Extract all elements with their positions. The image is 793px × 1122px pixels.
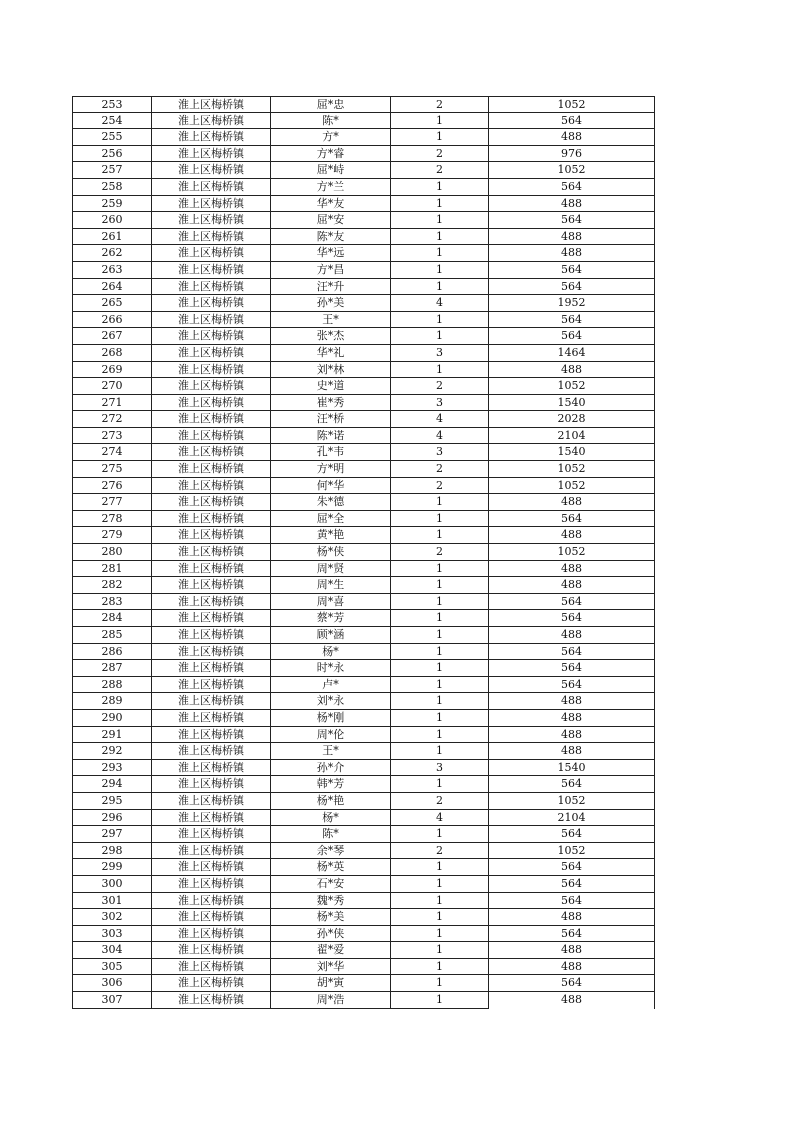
cell-area: 淮上区梅桥镇 xyxy=(152,909,271,926)
cell-index: 275 xyxy=(72,461,152,478)
cell-amount: 488 xyxy=(489,245,655,262)
cell-area: 淮上区梅桥镇 xyxy=(152,196,271,213)
cell-name: 陈*诺 xyxy=(271,428,391,445)
cell-index: 305 xyxy=(72,959,152,976)
cell-area: 淮上区梅桥镇 xyxy=(152,229,271,246)
cell-area: 淮上区梅桥镇 xyxy=(152,328,271,345)
cell-name: 周*生 xyxy=(271,577,391,594)
cell-count: 1 xyxy=(391,113,489,130)
cell-area: 淮上区梅桥镇 xyxy=(152,362,271,379)
cell-amount: 564 xyxy=(489,511,655,528)
cell-amount: 488 xyxy=(489,743,655,760)
cell-name: 蔡*芳 xyxy=(271,610,391,627)
cell-amount: 1052 xyxy=(489,378,655,395)
cell-area: 淮上区梅桥镇 xyxy=(152,926,271,943)
cell-count: 3 xyxy=(391,760,489,777)
cell-name: 杨*艳 xyxy=(271,793,391,810)
cell-amount: 564 xyxy=(489,859,655,876)
cell-count: 1 xyxy=(391,876,489,893)
cell-area: 淮上区梅桥镇 xyxy=(152,743,271,760)
cell-name: 屈*全 xyxy=(271,511,391,528)
cell-count: 1 xyxy=(391,577,489,594)
cell-index: 278 xyxy=(72,511,152,528)
cell-index: 254 xyxy=(72,113,152,130)
cell-index: 287 xyxy=(72,660,152,677)
cell-area: 淮上区梅桥镇 xyxy=(152,693,271,710)
cell-area: 淮上区梅桥镇 xyxy=(152,345,271,362)
cell-name: 华*友 xyxy=(271,196,391,213)
cell-area: 淮上区梅桥镇 xyxy=(152,444,271,461)
cell-area: 淮上区梅桥镇 xyxy=(152,279,271,296)
cell-count: 4 xyxy=(391,428,489,445)
cell-area: 淮上区梅桥镇 xyxy=(152,511,271,528)
cell-name: 方*昌 xyxy=(271,262,391,279)
cell-index: 257 xyxy=(72,162,152,179)
cell-name: 方*兰 xyxy=(271,179,391,196)
cell-area: 淮上区梅桥镇 xyxy=(152,660,271,677)
cell-count: 1 xyxy=(391,909,489,926)
cell-name: 黄*艳 xyxy=(271,527,391,544)
cell-amount: 564 xyxy=(489,279,655,296)
cell-index: 296 xyxy=(72,810,152,827)
cell-name: 华*礼 xyxy=(271,345,391,362)
cell-count: 1 xyxy=(391,776,489,793)
cell-amount: 488 xyxy=(489,577,655,594)
cell-area: 淮上区梅桥镇 xyxy=(152,760,271,777)
cell-name: 刘*华 xyxy=(271,959,391,976)
cell-count: 1 xyxy=(391,677,489,694)
cell-amount: 488 xyxy=(489,627,655,644)
cell-amount: 488 xyxy=(489,942,655,959)
cell-name: 方*明 xyxy=(271,461,391,478)
cell-amount: 564 xyxy=(489,312,655,329)
cell-count: 1 xyxy=(391,362,489,379)
cell-index: 298 xyxy=(72,843,152,860)
cell-name: 韩*芳 xyxy=(271,776,391,793)
cell-amount: 564 xyxy=(489,893,655,910)
cell-index: 260 xyxy=(72,212,152,229)
cell-index: 283 xyxy=(72,594,152,611)
cell-amount: 2028 xyxy=(489,411,655,428)
cell-index: 280 xyxy=(72,544,152,561)
cell-area: 淮上区梅桥镇 xyxy=(152,859,271,876)
cell-name: 杨*侠 xyxy=(271,544,391,561)
cell-index: 256 xyxy=(72,146,152,163)
cell-count: 1 xyxy=(391,312,489,329)
cell-amount: 1052 xyxy=(489,478,655,495)
cell-index: 304 xyxy=(72,942,152,959)
cell-name: 周*喜 xyxy=(271,594,391,611)
cell-name: 汪*升 xyxy=(271,279,391,296)
cell-area: 淮上区梅桥镇 xyxy=(152,411,271,428)
cell-amount: 564 xyxy=(489,594,655,611)
cell-index: 281 xyxy=(72,561,152,578)
cell-amount: 564 xyxy=(489,876,655,893)
cell-name: 张*杰 xyxy=(271,328,391,345)
cell-index: 306 xyxy=(72,975,152,992)
cell-amount: 1540 xyxy=(489,395,655,412)
cell-area: 淮上区梅桥镇 xyxy=(152,992,271,1009)
cell-count: 2 xyxy=(391,461,489,478)
cell-name: 孙*介 xyxy=(271,760,391,777)
cell-index: 262 xyxy=(72,245,152,262)
cell-area: 淮上区梅桥镇 xyxy=(152,975,271,992)
cell-name: 时*永 xyxy=(271,660,391,677)
cell-amount: 564 xyxy=(489,179,655,196)
cell-index: 272 xyxy=(72,411,152,428)
cell-index: 300 xyxy=(72,876,152,893)
cell-index: 255 xyxy=(72,129,152,146)
cell-name: 孙*侠 xyxy=(271,926,391,943)
cell-count: 1 xyxy=(391,279,489,296)
cell-amount: 488 xyxy=(489,561,655,578)
cell-area: 淮上区梅桥镇 xyxy=(152,494,271,511)
cell-area: 淮上区梅桥镇 xyxy=(152,644,271,661)
cell-amount: 564 xyxy=(489,113,655,130)
cell-area: 淮上区梅桥镇 xyxy=(152,810,271,827)
cell-amount: 488 xyxy=(489,494,655,511)
cell-index: 301 xyxy=(72,893,152,910)
cell-name: 方*睿 xyxy=(271,146,391,163)
cell-index: 294 xyxy=(72,776,152,793)
cell-count: 1 xyxy=(391,959,489,976)
cell-name: 史*道 xyxy=(271,378,391,395)
cell-count: 2 xyxy=(391,478,489,495)
cell-count: 1 xyxy=(391,660,489,677)
cell-name: 孙*美 xyxy=(271,295,391,312)
cell-index: 289 xyxy=(72,693,152,710)
cell-count: 1 xyxy=(391,893,489,910)
cell-name: 崔*秀 xyxy=(271,395,391,412)
cell-amount: 564 xyxy=(489,644,655,661)
cell-name: 屈*峙 xyxy=(271,162,391,179)
cell-area: 淮上区梅桥镇 xyxy=(152,113,271,130)
cell-name: 屈*忠 xyxy=(271,96,391,113)
cell-name: 王* xyxy=(271,312,391,329)
cell-index: 271 xyxy=(72,395,152,412)
cell-name: 周*贤 xyxy=(271,561,391,578)
cell-count: 3 xyxy=(391,395,489,412)
cell-amount: 488 xyxy=(489,727,655,744)
cell-area: 淮上区梅桥镇 xyxy=(152,478,271,495)
cell-count: 1 xyxy=(391,727,489,744)
cell-count: 1 xyxy=(391,942,489,959)
cell-area: 淮上区梅桥镇 xyxy=(152,610,271,627)
cell-area: 淮上区梅桥镇 xyxy=(152,677,271,694)
cell-count: 2 xyxy=(391,843,489,860)
cell-area: 淮上区梅桥镇 xyxy=(152,378,271,395)
cell-index: 279 xyxy=(72,527,152,544)
cell-name: 胡*寅 xyxy=(271,975,391,992)
cell-index: 299 xyxy=(72,859,152,876)
cell-count: 1 xyxy=(391,196,489,213)
cell-name: 周*浩 xyxy=(271,992,391,1009)
cell-amount: 1952 xyxy=(489,295,655,312)
cell-amount: 564 xyxy=(489,926,655,943)
cell-area: 淮上区梅桥镇 xyxy=(152,793,271,810)
cell-index: 292 xyxy=(72,743,152,760)
cell-index: 282 xyxy=(72,577,152,594)
cell-count: 1 xyxy=(391,262,489,279)
cell-index: 263 xyxy=(72,262,152,279)
cell-count: 1 xyxy=(391,212,489,229)
cell-amount: 564 xyxy=(489,212,655,229)
cell-count: 2 xyxy=(391,378,489,395)
cell-index: 270 xyxy=(72,378,152,395)
cell-area: 淮上区梅桥镇 xyxy=(152,146,271,163)
cell-name: 王* xyxy=(271,743,391,760)
cell-count: 1 xyxy=(391,511,489,528)
cell-count: 4 xyxy=(391,295,489,312)
cell-name: 陈* xyxy=(271,113,391,130)
cell-index: 284 xyxy=(72,610,152,627)
cell-amount: 564 xyxy=(489,677,655,694)
cell-count: 1 xyxy=(391,627,489,644)
cell-name: 汪*桥 xyxy=(271,411,391,428)
cell-name: 朱*德 xyxy=(271,494,391,511)
cell-count: 2 xyxy=(391,162,489,179)
cell-index: 265 xyxy=(72,295,152,312)
cell-index: 264 xyxy=(72,279,152,296)
cell-name: 翟*爱 xyxy=(271,942,391,959)
cell-area: 淮上区梅桥镇 xyxy=(152,527,271,544)
cell-amount: 1052 xyxy=(489,793,655,810)
cell-count: 1 xyxy=(391,328,489,345)
cell-name: 卢* xyxy=(271,677,391,694)
cell-area: 淮上区梅桥镇 xyxy=(152,96,271,113)
cell-area: 淮上区梅桥镇 xyxy=(152,776,271,793)
cell-amount: 1540 xyxy=(489,444,655,461)
cell-amount: 488 xyxy=(489,959,655,976)
cell-count: 1 xyxy=(391,594,489,611)
cell-name: 方* xyxy=(271,129,391,146)
cell-amount: 488 xyxy=(489,710,655,727)
cell-amount: 1052 xyxy=(489,544,655,561)
cell-amount: 488 xyxy=(489,527,655,544)
cell-area: 淮上区梅桥镇 xyxy=(152,727,271,744)
cell-index: 297 xyxy=(72,826,152,843)
cell-name: 余*琴 xyxy=(271,843,391,860)
cell-area: 淮上区梅桥镇 xyxy=(152,179,271,196)
cell-amount: 488 xyxy=(489,129,655,146)
cell-area: 淮上区梅桥镇 xyxy=(152,942,271,959)
cell-amount: 1052 xyxy=(489,843,655,860)
cell-index: 303 xyxy=(72,926,152,943)
cell-index: 273 xyxy=(72,428,152,445)
cell-count: 1 xyxy=(391,644,489,661)
cell-area: 淮上区梅桥镇 xyxy=(152,594,271,611)
cell-index: 290 xyxy=(72,710,152,727)
cell-amount: 564 xyxy=(489,262,655,279)
cell-count: 4 xyxy=(391,411,489,428)
cell-count: 3 xyxy=(391,444,489,461)
cell-name: 屈*安 xyxy=(271,212,391,229)
cell-count: 2 xyxy=(391,146,489,163)
cell-index: 307 xyxy=(72,992,152,1009)
cell-index: 259 xyxy=(72,196,152,213)
cell-name: 杨*美 xyxy=(271,909,391,926)
cell-amount: 488 xyxy=(489,362,655,379)
cell-area: 淮上区梅桥镇 xyxy=(152,461,271,478)
cell-index: 293 xyxy=(72,760,152,777)
cell-index: 269 xyxy=(72,362,152,379)
cell-count: 2 xyxy=(391,96,489,113)
cell-count: 1 xyxy=(391,610,489,627)
cell-amount: 488 xyxy=(489,992,655,1009)
cell-amount: 1464 xyxy=(489,345,655,362)
cell-area: 淮上区梅桥镇 xyxy=(152,577,271,594)
cell-area: 淮上区梅桥镇 xyxy=(152,843,271,860)
cell-count: 1 xyxy=(391,710,489,727)
cell-count: 1 xyxy=(391,992,489,1009)
cell-index: 288 xyxy=(72,677,152,694)
cell-amount: 976 xyxy=(489,146,655,163)
cell-index: 291 xyxy=(72,727,152,744)
cell-count: 4 xyxy=(391,810,489,827)
cell-amount: 2104 xyxy=(489,810,655,827)
cell-amount: 564 xyxy=(489,328,655,345)
cell-area: 淮上区梅桥镇 xyxy=(152,876,271,893)
cell-area: 淮上区梅桥镇 xyxy=(152,561,271,578)
cell-name: 陈*友 xyxy=(271,229,391,246)
cell-amount: 1052 xyxy=(489,461,655,478)
cell-area: 淮上区梅桥镇 xyxy=(152,262,271,279)
cell-index: 266 xyxy=(72,312,152,329)
cell-count: 1 xyxy=(391,859,489,876)
cell-area: 淮上区梅桥镇 xyxy=(152,544,271,561)
cell-amount: 488 xyxy=(489,196,655,213)
cell-name: 杨* xyxy=(271,644,391,661)
cell-amount: 488 xyxy=(489,909,655,926)
cell-area: 淮上区梅桥镇 xyxy=(152,428,271,445)
cell-amount: 488 xyxy=(489,229,655,246)
cell-count: 1 xyxy=(391,494,489,511)
cell-name: 杨* xyxy=(271,810,391,827)
cell-amount: 1540 xyxy=(489,760,655,777)
cell-area: 淮上区梅桥镇 xyxy=(152,826,271,843)
cell-area: 淮上区梅桥镇 xyxy=(152,627,271,644)
cell-amount: 564 xyxy=(489,660,655,677)
cell-index: 295 xyxy=(72,793,152,810)
cell-index: 261 xyxy=(72,229,152,246)
cell-name: 刘*永 xyxy=(271,693,391,710)
cell-area: 淮上区梅桥镇 xyxy=(152,395,271,412)
cell-area: 淮上区梅桥镇 xyxy=(152,129,271,146)
cell-area: 淮上区梅桥镇 xyxy=(152,162,271,179)
cell-area: 淮上区梅桥镇 xyxy=(152,295,271,312)
cell-area: 淮上区梅桥镇 xyxy=(152,212,271,229)
cell-count: 1 xyxy=(391,527,489,544)
cell-amount: 564 xyxy=(489,826,655,843)
cell-name: 杨*英 xyxy=(271,859,391,876)
cell-index: 258 xyxy=(72,179,152,196)
cell-index: 285 xyxy=(72,627,152,644)
cell-name: 陈* xyxy=(271,826,391,843)
cell-name: 杨*刚 xyxy=(271,710,391,727)
cell-name: 顾*涵 xyxy=(271,627,391,644)
cell-name: 何*华 xyxy=(271,478,391,495)
cell-amount: 488 xyxy=(489,693,655,710)
cell-index: 253 xyxy=(72,96,152,113)
cell-amount: 564 xyxy=(489,610,655,627)
cell-index: 302 xyxy=(72,909,152,926)
cell-count: 1 xyxy=(391,743,489,760)
cell-name: 周*伦 xyxy=(271,727,391,744)
cell-count: 1 xyxy=(391,129,489,146)
cell-index: 277 xyxy=(72,494,152,511)
cell-index: 268 xyxy=(72,345,152,362)
cell-amount: 564 xyxy=(489,975,655,992)
cell-count: 1 xyxy=(391,693,489,710)
cell-count: 1 xyxy=(391,826,489,843)
cell-count: 1 xyxy=(391,245,489,262)
cell-count: 1 xyxy=(391,975,489,992)
cell-count: 1 xyxy=(391,229,489,246)
cell-amount: 1052 xyxy=(489,96,655,113)
cell-area: 淮上区梅桥镇 xyxy=(152,893,271,910)
cell-area: 淮上区梅桥镇 xyxy=(152,959,271,976)
cell-area: 淮上区梅桥镇 xyxy=(152,245,271,262)
cell-count: 3 xyxy=(391,345,489,362)
cell-index: 286 xyxy=(72,644,152,661)
cell-amount: 2104 xyxy=(489,428,655,445)
cell-name: 刘*林 xyxy=(271,362,391,379)
cell-amount: 564 xyxy=(489,776,655,793)
cell-count: 1 xyxy=(391,561,489,578)
cell-count: 2 xyxy=(391,544,489,561)
cell-area: 淮上区梅桥镇 xyxy=(152,312,271,329)
cell-count: 1 xyxy=(391,926,489,943)
cell-amount: 1052 xyxy=(489,162,655,179)
cell-index: 267 xyxy=(72,328,152,345)
cell-name: 石*安 xyxy=(271,876,391,893)
cell-name: 华*远 xyxy=(271,245,391,262)
cell-area: 淮上区梅桥镇 xyxy=(152,710,271,727)
cell-index: 276 xyxy=(72,478,152,495)
cell-name: 魏*秀 xyxy=(271,893,391,910)
cell-name: 孔*韦 xyxy=(271,444,391,461)
cell-index: 274 xyxy=(72,444,152,461)
cell-count: 2 xyxy=(391,793,489,810)
cell-count: 1 xyxy=(391,179,489,196)
